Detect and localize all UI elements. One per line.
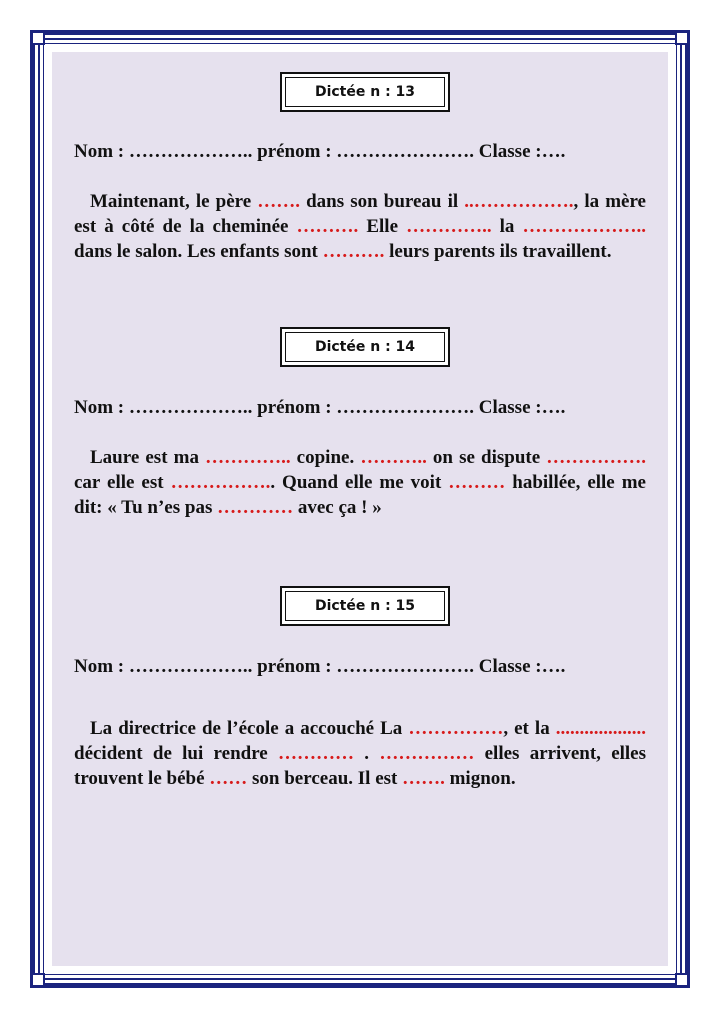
paragraph-text: La directrice de l’école a accouché La	[90, 718, 409, 739]
paragraph-text: Maintenant, le père	[90, 191, 258, 212]
paragraph-text: habillée, elle me dit: « Tu n’es pas	[74, 472, 646, 518]
blank-dots: ………..	[360, 447, 427, 468]
blank-dots: ………	[448, 472, 506, 493]
paragraph-text: , et la	[503, 718, 556, 739]
dictation-14-paragraph	[74, 445, 646, 520]
dictation-14-title: Dictée n : 14	[285, 332, 445, 362]
paragraph-text: , la mère est à côté de la cheminée	[74, 191, 646, 237]
blank-dots: …………….	[546, 447, 647, 468]
paragraph-text: avec ça ! »	[293, 497, 382, 518]
paragraph-text: dans le salon. Les enfants sont	[74, 241, 323, 262]
blank-dots: ...................	[555, 718, 646, 739]
dictation-13-name-line: Nom : ……………….. prénom : …………………. Classe :….	[74, 141, 566, 162]
blank-dots: ……………	[408, 718, 504, 739]
blank-dots: …….	[257, 191, 301, 212]
blank-dots: ……………	[379, 743, 475, 764]
paragraph-text: car elle est	[74, 472, 171, 493]
dictation-13-title: Dictée n : 13	[285, 77, 445, 107]
paragraph-text: Laure est ma	[90, 447, 206, 468]
blank-dots: …………..	[205, 447, 291, 468]
blank-dots: ……	[209, 768, 248, 789]
paragraph-text: leurs parents ils travaillent.	[384, 241, 612, 262]
paragraph-text: .	[354, 743, 380, 764]
dictation-15-title-box	[280, 586, 450, 626]
worksheet-page	[52, 52, 668, 966]
blank-dots: ……….	[296, 216, 359, 237]
corner-ornament-bottom-left	[31, 973, 45, 987]
paragraph-text: la	[491, 216, 523, 237]
paragraph-text: dans son bureau il	[300, 191, 465, 212]
paragraph-text: son berceau. Il est	[247, 768, 403, 789]
corner-ornament-top-right	[675, 31, 689, 45]
corner-ornament-bottom-right	[675, 973, 689, 987]
paragraph-text: Elle	[358, 216, 407, 237]
paragraph-text: mignon.	[444, 768, 516, 789]
dictation-15-name-line: Nom : ……………….. prénom : …………………. Classe :….	[74, 656, 566, 677]
blank-dots: …………..	[406, 216, 492, 237]
blank-dots: …………….	[170, 472, 271, 493]
blank-dots: ……….	[322, 241, 385, 262]
paragraph-text: . Quand elle me voit	[270, 472, 449, 493]
blank-dots: …………	[217, 497, 294, 518]
dictation-14-title-box	[280, 327, 450, 367]
blank-dots: ………………..	[522, 216, 646, 237]
dictation-13-title-box	[280, 72, 450, 112]
dictation-14-name-line: Nom : ……………….. prénom : …………………. Classe :….	[74, 397, 566, 418]
corner-ornament-top-left	[31, 31, 45, 45]
paragraph-text: on se dispute	[426, 447, 547, 468]
blank-dots: …………	[278, 743, 355, 764]
paragraph-text: copine.	[290, 447, 361, 468]
paragraph-text: elles arrivent, elles trouvent le bébé	[74, 743, 647, 789]
dictation-15-title: Dictée n : 15	[285, 591, 445, 621]
dictation-13-paragraph	[74, 189, 646, 264]
dictation-15-paragraph	[74, 716, 646, 791]
blank-dots: ..…………….	[464, 191, 574, 212]
paragraph-text: décident de lui rendre	[74, 743, 279, 764]
blank-dots: …….	[402, 768, 445, 789]
